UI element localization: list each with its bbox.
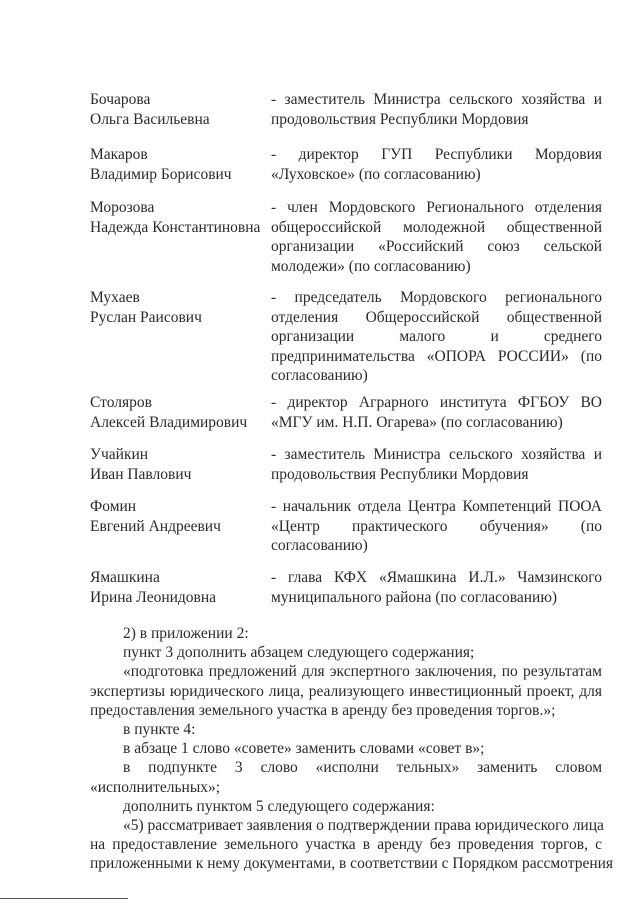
role-line: отделения Общероссийской общественной bbox=[271, 308, 602, 326]
member-name bbox=[90, 568, 265, 607]
member-given-names: Ольга Васильевна bbox=[90, 110, 210, 128]
role-line: «Центр практического обучения» (по bbox=[271, 517, 602, 535]
role-line: - глава КФХ «Ямашкина И.Л.» Чамзинского bbox=[271, 569, 602, 586]
member-name bbox=[90, 198, 265, 237]
role-line: - заместитель Министра сельского хозяйства и bbox=[271, 446, 602, 463]
paragraph-line: на предоставление земельного участка в аренду без проведения торгов, с bbox=[90, 836, 602, 854]
member-name bbox=[90, 90, 265, 129]
paragraph-line: 2) в приложении 2: bbox=[123, 625, 249, 642]
member-surname: Макаров bbox=[90, 146, 148, 163]
paragraph-line: в подпункте 3 слово «исполни тельных» заменить словом bbox=[123, 759, 602, 777]
member-surname: Фомин bbox=[90, 498, 137, 515]
member-given-names: Надежда Константиновна bbox=[90, 218, 261, 236]
paragraph-line: «подготовка предложений для экспертного заключения, по результатам bbox=[123, 663, 602, 681]
amendment-text bbox=[90, 624, 614, 874]
paragraph-line: в абзаце 1 слово «совете» заменить словами «совет в»; bbox=[123, 740, 485, 758]
member-given-names: Алексей Владимирович bbox=[90, 413, 248, 431]
role-line: организации малого и среднего bbox=[271, 328, 602, 345]
paragraph-line: «5) рассматривает заявления о подтверждении права юридического лица bbox=[123, 817, 604, 835]
member-given-names: Владимир Борисович bbox=[90, 165, 232, 183]
member-role bbox=[271, 145, 602, 184]
paragraph-line: приложенными к нему документами, в соответствии с Порядком рассмотрения bbox=[90, 855, 614, 873]
role-line: общероссийской молодежной общественной bbox=[271, 218, 602, 236]
role-line: - заместитель Министра сельского хозяйства и bbox=[271, 91, 602, 108]
member-name bbox=[90, 393, 265, 432]
member-surname: Мухаев bbox=[90, 289, 140, 306]
paragraph-line: «исполнительных»; bbox=[90, 778, 221, 796]
role-line: - директор Аграрного института ФГБОУ ВО bbox=[271, 394, 602, 411]
paragraph-line: в пункте 4: bbox=[123, 721, 196, 739]
member-given-names: Ирина Леонидовна bbox=[90, 588, 217, 606]
member-surname: Морозова bbox=[90, 199, 155, 216]
member-role bbox=[271, 198, 602, 276]
role-line: молодежи» (по согласованию) bbox=[271, 257, 471, 275]
footer-rule bbox=[0, 898, 128, 899]
role-line: предпринимательства «ОПОРА РОССИИ» (по bbox=[271, 347, 602, 365]
role-line: согласованию) bbox=[271, 367, 368, 384]
member-role bbox=[271, 90, 602, 129]
member-role bbox=[271, 393, 602, 432]
member-role bbox=[271, 568, 602, 607]
member-role bbox=[271, 288, 602, 386]
member-name bbox=[90, 445, 265, 484]
member-given-names: Иван Павлович bbox=[90, 465, 192, 483]
role-line: продовольствия Республики Мордовия bbox=[271, 465, 529, 483]
paragraph-line: экспертизы юридического лица, реализующего инвестиционный проект, для bbox=[90, 682, 602, 700]
member-surname: Бочарова bbox=[90, 91, 151, 108]
role-line: согласованию) bbox=[271, 537, 368, 554]
member-role bbox=[271, 497, 602, 556]
member-name bbox=[90, 145, 265, 184]
role-line: организации «Российский союз сельской bbox=[271, 238, 602, 255]
member-role bbox=[271, 445, 602, 484]
role-line: - председатель Мордовского регионального bbox=[271, 289, 602, 306]
role-line: муниципального района (по согласованию) bbox=[271, 588, 558, 606]
member-surname: Учайкин bbox=[90, 446, 149, 463]
paragraph-line: дополнить пунктом 5 следующего содержания: bbox=[123, 797, 435, 815]
member-given-names: Руслан Раисович bbox=[90, 308, 202, 326]
role-line: - член Мордовского Регионального отделения bbox=[271, 199, 602, 216]
role-line: - начальник отдела Центра Компетенций ПООА bbox=[271, 498, 602, 515]
member-given-names: Евгений Андреевич bbox=[90, 517, 221, 535]
role-line: «Луховское» (по согласованию) bbox=[271, 165, 481, 183]
member-name bbox=[90, 497, 265, 536]
member-surname: Столяров bbox=[90, 394, 152, 411]
role-line: продовольствия Республики Мордовия bbox=[271, 110, 529, 128]
role-line: - директор ГУП Республики Мордовия bbox=[271, 146, 602, 163]
paragraph-line: пункт 3 дополнить абзацем следующего содержания; bbox=[123, 644, 475, 662]
role-line: «МГУ им. Н.П. Огарева» (по согласованию) bbox=[271, 413, 563, 431]
paragraph-line: предоставления земельного участка в аренду без проведения торгов.»; bbox=[90, 701, 556, 719]
member-surname: Ямашкина bbox=[90, 569, 160, 586]
member-name bbox=[90, 288, 265, 327]
